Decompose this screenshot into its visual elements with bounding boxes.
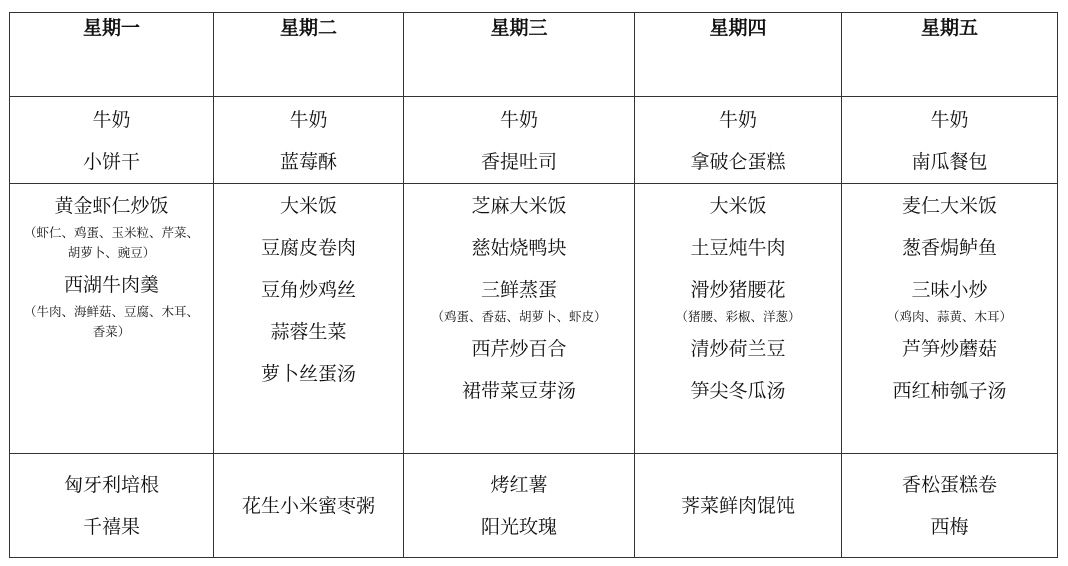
breakfast-cell-friday [842,97,1058,184]
breakfast-cell-thursday [635,97,842,184]
day-header-tuesday: 星期二 [214,13,404,97]
snack-row [10,454,1058,558]
lunch-cell-friday [842,184,1058,454]
menu-item: 西梅 [930,515,969,538]
menu-item: 黄金虾仁炒饭 [54,195,169,217]
menu-item: 烤红薯 [490,473,548,496]
menu-item: 西芹炒百合 [471,338,567,360]
snack-cell-friday [842,454,1058,558]
snack-cell-monday [10,454,214,558]
menu-item: 牛奶 [289,109,328,131]
menu-item: 芝麻大米饭 [471,195,567,217]
day-header-friday: 星期五 [842,13,1058,97]
menu-item: 豆腐皮卷肉 [260,237,356,259]
menu-item: 清炒荷兰豆 [690,338,786,360]
weekly-menu-table [9,12,1058,558]
menu-item: 小饼干 [82,151,140,173]
menu-item: 牛奶 [499,109,538,131]
breakfast-cell-wednesday [404,97,635,184]
snack-cell-wednesday [404,454,635,558]
menu-item: 匈牙利培根 [63,473,159,496]
menu-item: 荠菜鲜肉馄饨 [680,494,795,517]
ingredient-note: （虾仁、鸡蛋、玉米粒、芹菜、胡萝卜、豌豆） [23,225,199,260]
lunch-row [10,184,1058,454]
menu-item: 南瓜餐包 [911,151,988,173]
menu-item: 慈姑烧鸭块 [471,237,567,259]
lunch-cell-tuesday [214,184,404,454]
menu-item: 千禧果 [82,515,140,538]
menu-item: 牛奶 [92,109,131,131]
menu-item: 笋尖冬瓜汤 [690,380,786,402]
lunch-cell-monday [10,184,214,454]
menu-item: 阳光玫瑰 [480,515,557,538]
menu-item: 香松蛋糕卷 [901,473,997,496]
breakfast-row [10,97,1058,184]
ingredient-note: （鸡蛋、香菇、胡萝卜、虾皮） [431,309,607,324]
breakfast-cell-monday [10,97,214,184]
menu-item: 西红柿瓠子汤 [892,380,1007,402]
menu-item: 滑炒猪腰花 [690,279,786,301]
ingredient-note: （鸡肉、蒜黄、木耳） [886,309,1012,324]
lunch-cell-wednesday [404,184,635,454]
menu-item: 豆角炒鸡丝 [260,279,356,301]
menu-item: 葱香焗鲈鱼 [901,237,997,259]
menu-item: 香提吐司 [480,151,557,173]
day-header-monday: 星期一 [10,13,214,97]
menu-item: 蓝莓酥 [279,151,337,173]
ingredient-note: （牛肉、海鲜菇、豆腐、木耳、香菜） [23,304,199,339]
day-header-thursday: 星期四 [635,13,842,97]
menu-item: 花生小米蜜枣粥 [241,494,375,517]
menu-item: 萝卜丝蛋汤 [260,363,356,385]
lunch-cell-thursday [635,184,842,454]
header-row [10,13,1058,97]
menu-item: 三鲜蒸蛋 [480,279,557,301]
menu-item: 大米饭 [709,195,767,217]
ingredient-note: （猪腰、彩椒、洋葱） [675,309,801,324]
menu-item: 麦仁大米饭 [901,195,997,217]
menu-item: 西湖牛肉羹 [63,274,159,296]
snack-cell-tuesday [214,454,404,558]
menu-item: 拿破仑蛋糕 [690,151,786,173]
menu-item: 三味小炒 [911,279,988,301]
menu-item: 芦笋炒蘑菇 [901,338,997,360]
menu-item: 大米饭 [279,195,337,217]
breakfast-cell-tuesday [214,97,404,184]
menu-item: 蒜蓉生菜 [270,321,347,343]
menu-item: 牛奶 [930,109,969,131]
day-header-wednesday: 星期三 [404,13,635,97]
menu-item: 裙带菜豆芽汤 [461,380,576,402]
menu-item: 牛奶 [718,109,757,131]
menu-item: 土豆炖牛肉 [690,237,786,259]
snack-cell-thursday [635,454,842,558]
